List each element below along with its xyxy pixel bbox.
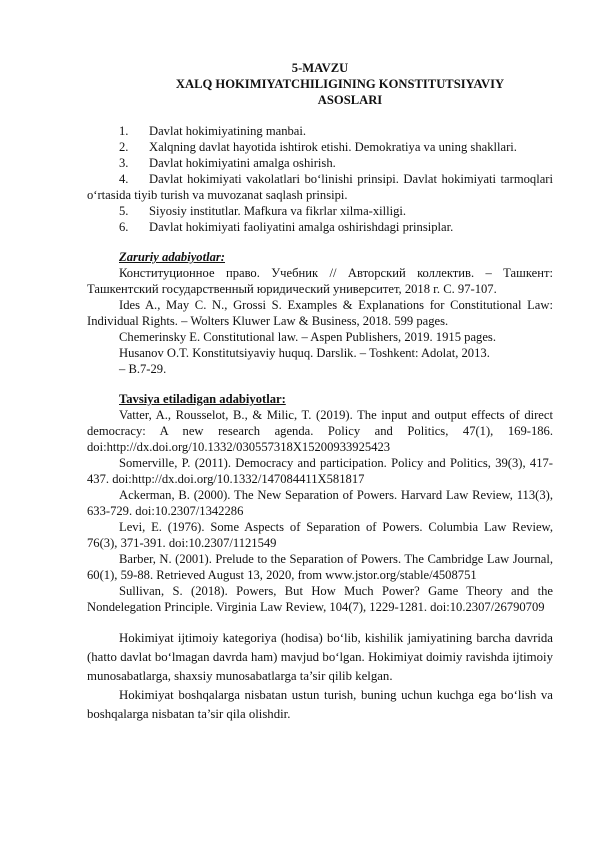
reference-item: Barber, N. (2001). Prelude to the Separation of Powers. The Cambridge Law Journal, 60(1), 59-88. Retrieved August 13, 2020, from www.jstor.org/stable/4508751	[87, 552, 553, 582]
outline-item: 5. Siyosiy institutlar. Mafkura va fikrlar xilma-xilligi.	[119, 204, 407, 218]
reference-item: Ackerman, B. (2000). The New Separation of Powers. Harvard Law Review, 113(3), 633-729. doi:10.2307/1342286	[87, 488, 553, 518]
reference-item: Конституционное право. Учебник // Авторский коллектив. – Ташкент: Ташкентский государственный юридический университет, 2018 г. С. 97-107.	[87, 266, 553, 296]
title-line-1: 5-MAVZU	[291, 61, 349, 75]
topic-outline	[87, 123, 553, 235]
outline-item: 4. Davlat hokimiyati vakolatlari bo‘linishi prinsipi. Davlat hokimiyati tarmoqlari o‘rtasida tiyib turish va muvozanat saqlash prinsipi.	[87, 172, 553, 202]
outline-item: 3. Davlat hokimiyatini amalga oshirish.	[119, 156, 336, 170]
title-line-2: XALQ HOKIMIYATCHILIGINING KONSTITUTSIYAVIY	[175, 77, 505, 91]
outline-item: 6. Davlat hokimiyati faoliyatini amalga oshirishdagi prinsiplar.	[119, 220, 454, 234]
outline-item: 2. Xalqning davlat hayotida ishtirok etishi. Demokratiya va uning shakllari.	[119, 140, 517, 154]
reference-item: Ides A., May C. N., Grossi S. Examples & Explanations for Constitutional Law: Individual Rights. – Wolters Kluwer Law & Business, 2018. 599 pages.	[87, 298, 553, 328]
reference-item: – B.7-29.	[119, 362, 167, 376]
required-heading: Zaruriy adabiyotlar:	[119, 250, 225, 264]
reference-item: Husanov O.T. Konstitutsiyaviy huquq. Darslik. – Toshkent: Adolat, 2013.	[119, 346, 490, 360]
body-text	[87, 629, 553, 724]
page-title	[87, 60, 553, 108]
reference-item: Sullivan, S. (2018). Powers, But How Much Power? Game Theory and the Nondelegation Principle. Virginia Law Review, 104(7), 1229-1281. doi:10.2307/26790709	[87, 584, 553, 614]
document-page	[87, 60, 553, 724]
reference-item: Chemerinsky E. Constitutional law. – Aspen Publishers, 2019. 1915 pages.	[119, 330, 496, 344]
title-line-3: ASOSLARI	[317, 93, 383, 107]
recommended-heading: Tavsiya etiladigan adabiyotlar:	[119, 392, 286, 406]
paragraph: Hokimiyat boshqalarga nisbatan ustun turish, buning uchun kuchga ega bo‘lish va boshqalarga nisbatan ta’sir qila olishdir.	[87, 688, 553, 721]
recommended-literature	[87, 391, 553, 615]
paragraph: Hokimiyat ijtimoiy kategoriya (hodisa) bo‘lib, kishilik jamiyatining barcha davrida (hatto davlat bo‘lmagan davrda ham) mavjud bo‘lgan. Hokimiyat doimiy ravishda ijtimoiy munosabatlarga, shaxsiy munosabatlarga ta’sir qilib kelgan.	[87, 631, 553, 683]
required-literature	[87, 249, 553, 377]
reference-item: Levi, E. (1976). Some Aspects of Separation of Powers. Columbia Law Review, 76(3), 371-391. doi:10.2307/1121549	[87, 520, 553, 550]
reference-item: Vatter, A., Rousselot, B., & Milic, T. (2019). The input and output effects of direct democracy: A new research agenda. Policy and Politics, 47(1), 169-186. doi:http://dx.doi.org/10.1332/030557318X15200933925423	[87, 408, 553, 454]
outline-item: 1. Davlat hokimiyatining manbai.	[119, 124, 307, 138]
reference-item: Somerville, P. (2011). Democracy and participation. Policy and Politics, 39(3), 417-437. doi:http://dx.doi.org/10.1332/147084411X581817	[87, 456, 553, 486]
